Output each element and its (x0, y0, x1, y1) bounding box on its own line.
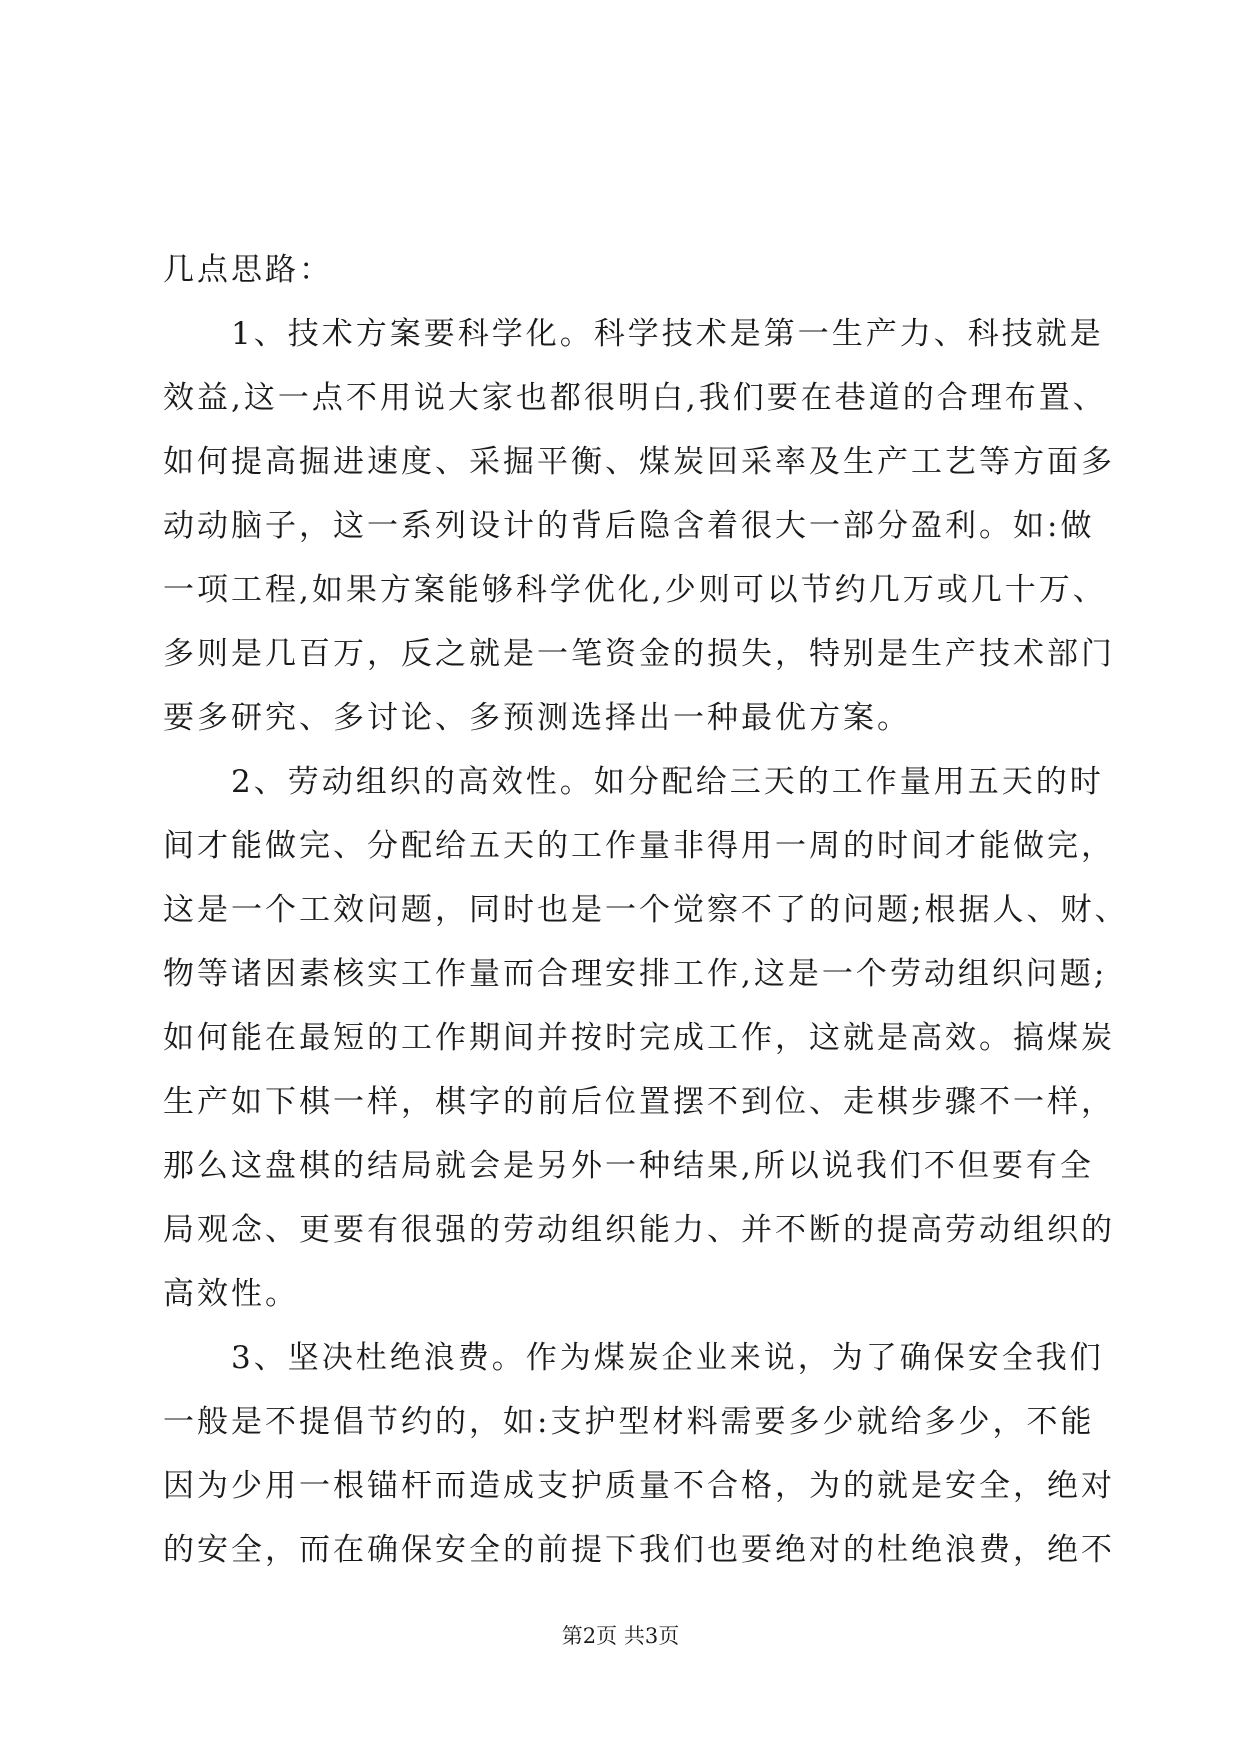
text-line: 如何能在最短的工作期间并按时完成工作，这就是高效。搞煤炭 (163, 1020, 1115, 1056)
text-line: 一项工程,如果方案能够科学优化,少则可以节约几万或几十万、 (163, 572, 1107, 608)
text-line: 物等诸因素核实工作量而合理安排工作,这是一个劳动组织问题; (163, 956, 1108, 992)
text-line: 因为少用一根锚杆而造成支护质量不合格，为的就是安全，绝对 (163, 1468, 1115, 1504)
text-line: 那么这盘棋的结局就会是另外一种结果,所以说我们不但要有全 (163, 1148, 1094, 1184)
page-footer-page-number: 第2页 共3页 (561, 1624, 680, 1648)
text-line: 效益,这一点不用说大家也都很明白,我们要在巷道的合理布置、 (163, 380, 1107, 416)
text-line: 动动脑子，这一系列设计的背后隐含着很大一部分盈利。如:做 (163, 508, 1095, 544)
text-line: 一般是不提倡节约的，如:支护型材料需要多少就给多少，不能 (163, 1404, 1095, 1440)
text-line: 局观念、更要有很强的劳动组织能力、并不断的提高劳动组织的 (163, 1212, 1115, 1248)
text-line: 的安全，而在确保安全的前提下我们也要绝对的杜绝浪费，绝不 (163, 1532, 1115, 1568)
text-line-paragraph-3-start: 3、坚决杜绝浪费。作为煤炭企业来说，为了确保安全我们 (231, 1340, 1104, 1376)
text-line: 高效性。 (163, 1276, 299, 1312)
text-line: 要多研究、多讨论、多预测选择出一种最优方案。 (163, 700, 911, 736)
text-line-heading: 几点思路： (163, 252, 333, 288)
text-line: 如何提高掘进速度、采掘平衡、煤炭回采率及生产工艺等方面多 (163, 444, 1115, 480)
text-line: 生产如下棋一样，棋字的前后位置摆不到位、走棋步骤不一样， (163, 1084, 1115, 1120)
text-line-paragraph-1-start: 1、技术方案要科学化。科学技术是第一生产力、科技就是 (231, 316, 1104, 352)
text-line-paragraph-2-start: 2、劳动组织的高效性。如分配给三天的工作量用五天的时 (231, 764, 1104, 800)
text-line: 间才能做完、分配给五天的工作量非得用一周的时间才能做完， (163, 828, 1115, 864)
text-line: 多则是几百万，反之就是一笔资金的损失，特别是生产技术部门 (163, 636, 1115, 672)
text-line: 这是一个工效问题，同时也是一个觉察不了的问题;根据人、财、 (163, 892, 1129, 928)
document-body (163, 238, 1129, 1582)
